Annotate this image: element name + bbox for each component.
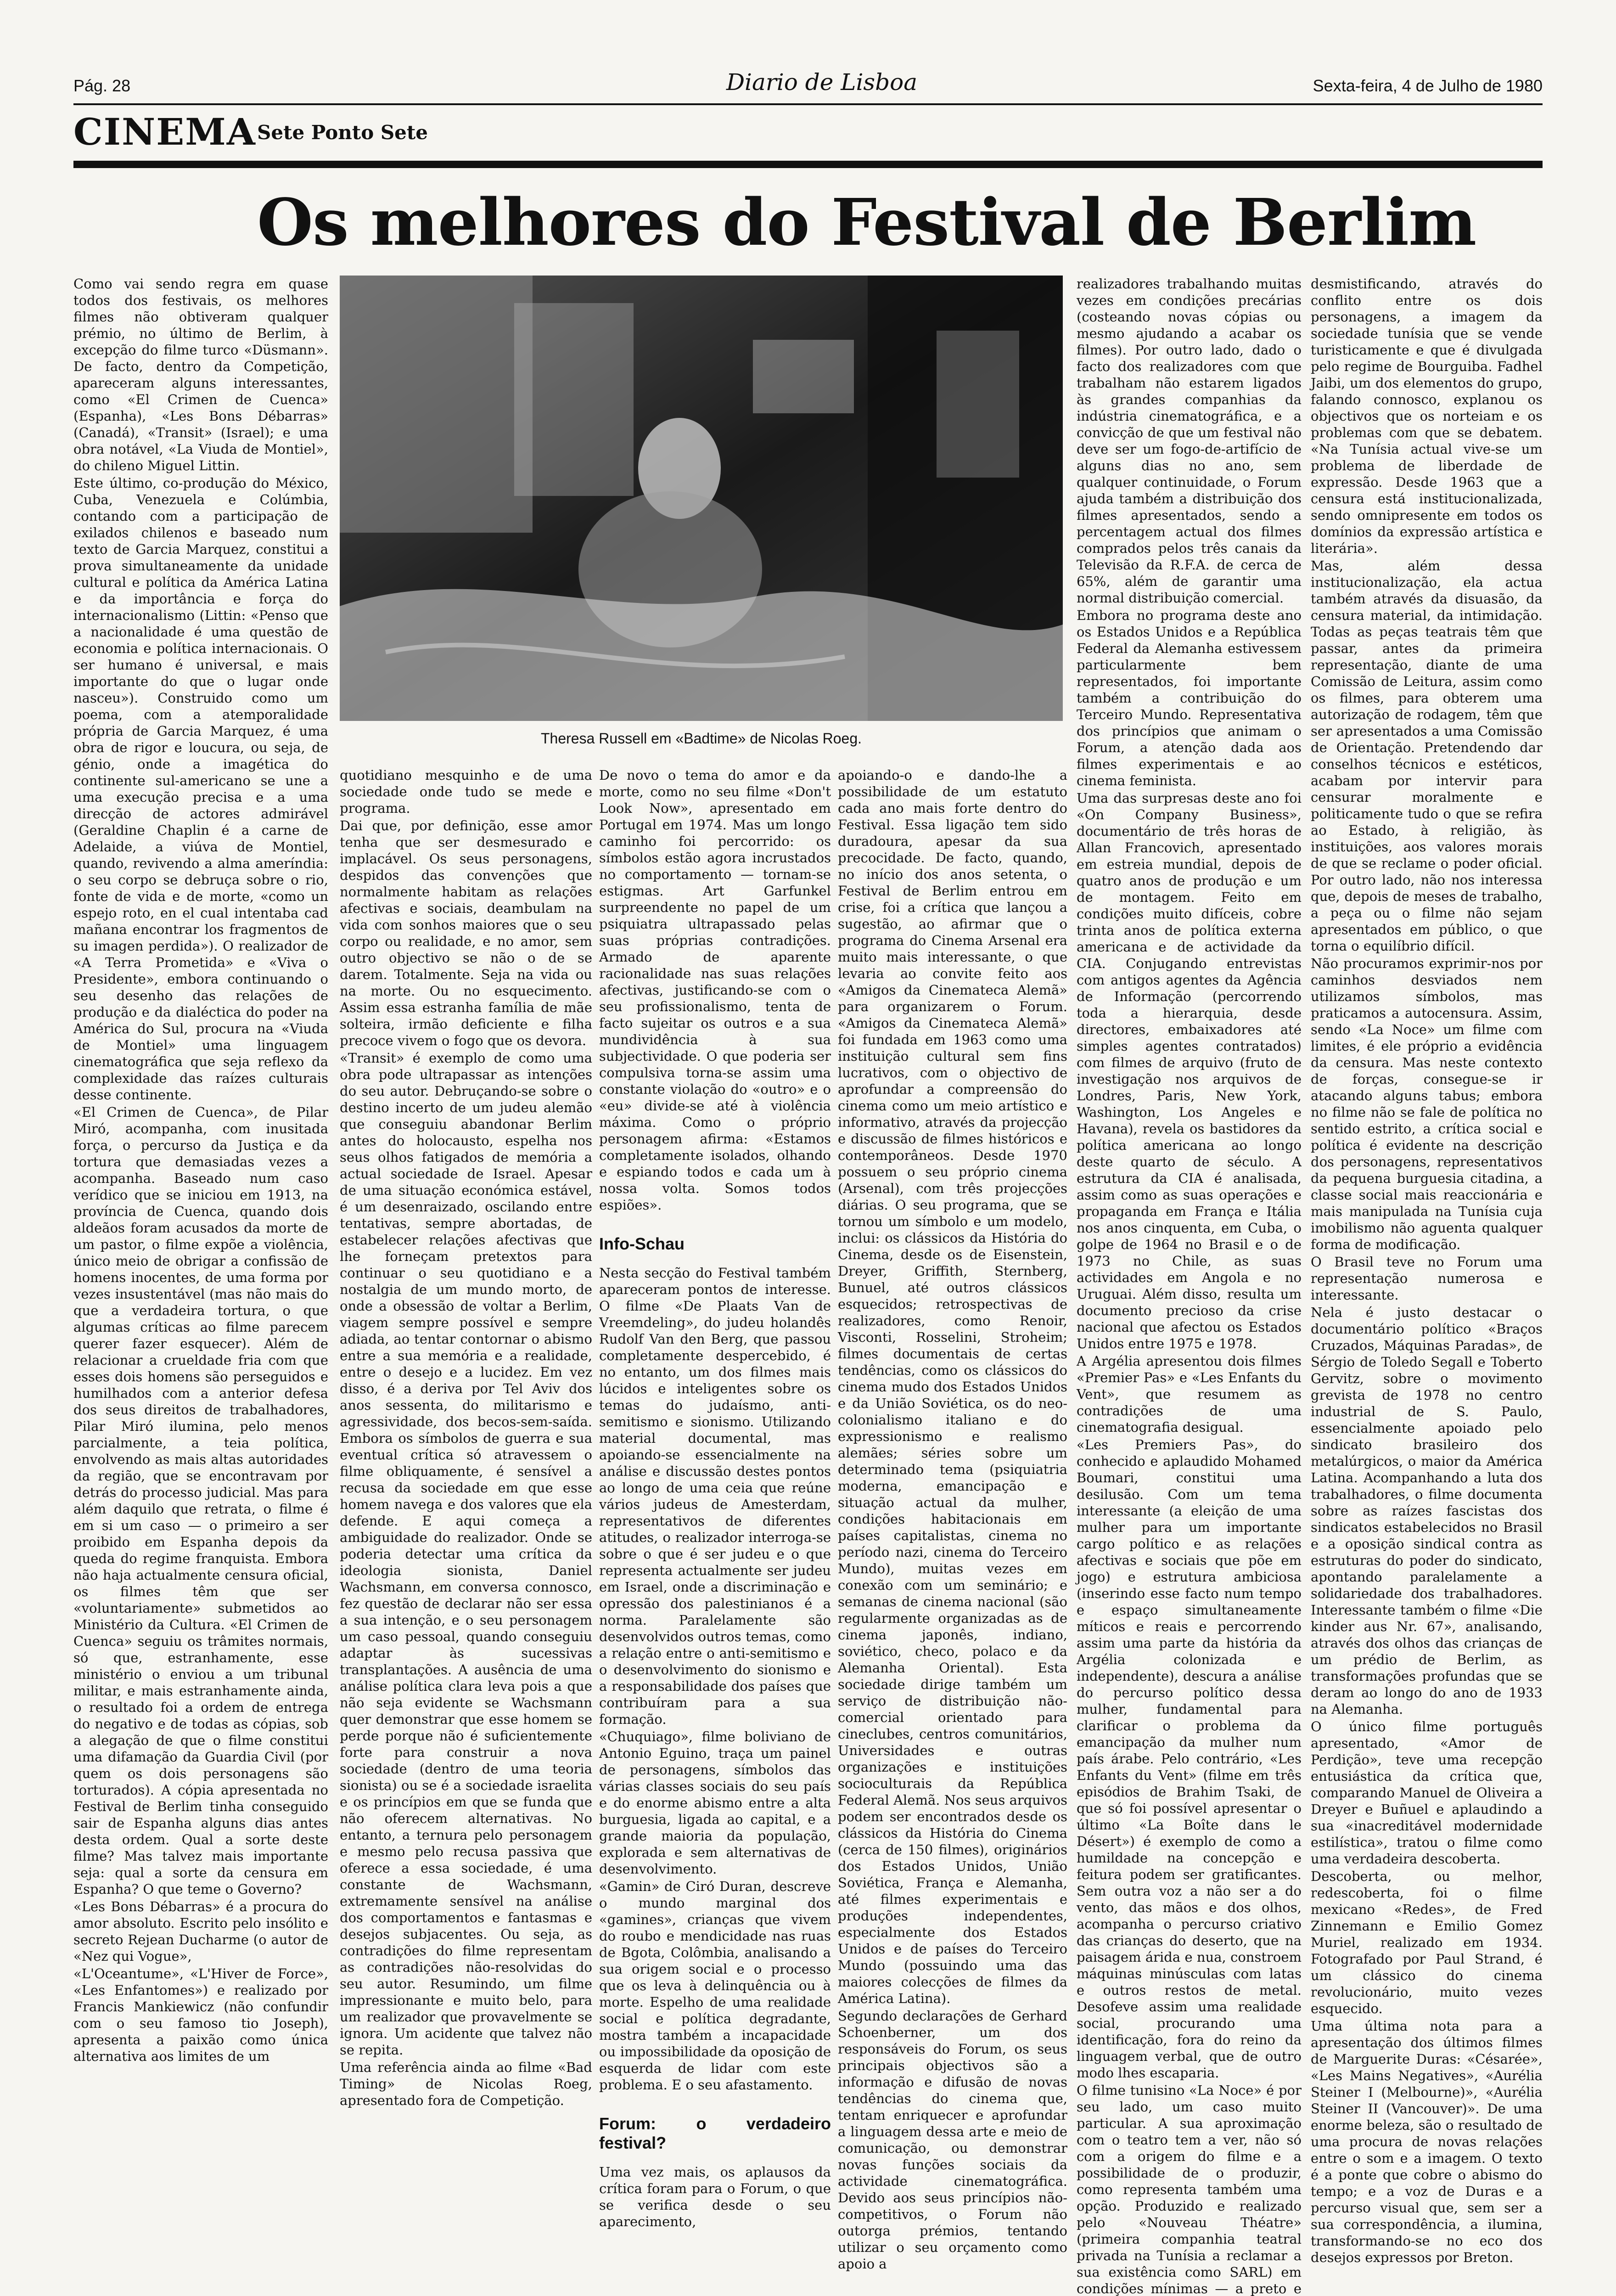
paragraph: Descoberta, ou melhor, redescoberta, foi o filme mexicano «Redes», de Fred Zinnemann e Emilio Gomez Muriel, realizado em 1934. Fotografado por Paul Strand, é um clássico do cinema revolucionário, muito vezes esquecido. [1311,1868,1543,2016]
paragraph: Uma referência ainda ao filme «Bad Timing» de Nicolas Roeg, apresentado fora de Competição. [340,2060,592,2108]
paragraph: quotidiano mesquinho e de uma sociedade onde tudo se mede e programa. [340,767,592,816]
paragraph: A Argélia apresentou dois filmes «Premier Pas» e «Les Enfants du Vent», que resumem as contradições de uma cinematografia desigual. [1077,1353,1302,1435]
page-header [73,69,1543,101]
article-column-4 [838,767,1067,2272]
paragraph: «Chuquiago», filme boliviano de Antonio Eguino, traça um painel de personagens, símbolos das várias classes sociais do seu país e do enorme abismo entre a alta burguesia, ligada ao capital, e a grande maioria da população, explorada e sem alternativas de desenvolvimento. [599,1729,831,1877]
paragraph: desmistificando, através do conflito entre os dois personagens, a imagem da sociedade tunísia que se vende turisticamente e que é divulgada pelo regime de Bourguiba. Fadhel Jaibi, um dos elementos do grupo, falando connosco, explanou os objectivos que os norteiam e os problemas com que se debatem. «Na Tunísia actual vive-se um problema de liberdade de expressão. Desde 1963 que a censura está institucionalizada, sendo omnipresente em todos os domínios da expressão artística e literária». [1311,276,1543,556]
article-column-1 [73,276,328,2149]
paragraph: «El Crimen de Cuenca», de Pilar Miró, acompanha, com inusitada força, o percurso da Justiça e da tortura que demasiadas vezes a acompanha. Baseado num caso verídico que se iniciou em 1913, na província de Cuenca, quando dois aldeãos foram acusados da morte de um pastor, o filme expõe a violência, único meio de obrigar a confissão de homens inocentes, de uma forma por vezes insustentável (mas não mais do que a verdadeira tortura, o que algumas críticas ao filme parecem querer fazer esquecer). Além de relacionar a crueldade fria com que esses dois homens são perseguidos e humilhados com a anterior defesa dos seus direitos de trabalhadores, Pilar Miró ilumina, pelo menos parcialmente, a teia política, envolvendo as mais altas autoridades da região, que se encontravam por detrás do processo judicial. Mas para além daquilo que retrata, o filme é em si um caso — o primeiro a ser proibido em Espanha depois da queda do regime franquista. Embora não haja actualmente censura oficial, os filmes têm que ser «voluntariamente» submetidos ao Ministério da Cultura. «El Crimen de Cuenca» seguiu os trâmites normais, só que, estranhamente, esse ministério o enviou a um tribunal militar, e mais estranhamente ainda, o resultado foi a ordem de entrega do negativo e de todas as cópias, sob a alegação de que o filme constitui uma difamação da Guardia Civil (por quem os dois personagens são torturados). A cópia apresentada no Festival de Berlim tinha conseguido sair de Espanha alguns dias antes desta ordem. Qual a sorte deste filme? Mas talvez mais importante seja: qual a sorte da censura em Espanha? O que teme o Governo? [73,1104,328,1897]
article-headline: Os melhores do Festival de Berlim [257,185,1476,260]
section-banner [73,110,1543,161]
paragraph: Como vai sendo regra em quase todos dos festivais, os melhores filmes não obtiveram qualquer prémio, no último de Berlim, à excepção do filme turco «Düsmann». De facto, dentro da Competição, apareceram alguns interessantes, como «El Crimen de Cuenca» (Espanha), «Les Bons Débarras» (Canadá), «Transit» (Israel); e uma obra notável, «La Viuda de Montiel», do chileno Miguel Littin. [73,276,328,473]
paragraph: De novo o tema do amor e da morte, como no seu filme «Don't Look Now», apresentado em Portugal em 1974. Mas um longo caminho foi percorrido: os símbolos estão agora incrustados no comportamento — tornam-se estigmas. Art Garfunkel surpreendente no papel de um psiquiatra ultrapassado pelas suas próprias contradições. Armado de aparente racionalidade nas suas relações afectivas, justificando-se com o seu profissionalismo, tenta de facto sujeitar os outros e a sua mundividência à sua subjectividade. O que poderia ser compulsiva torna-se assim uma constante violação do «outro» e o «eu» divide-se até à violência máxima. Como o próprio personagem afirma: «Estamos completamente isolados, olhando e espiando todos e cada um à nossa volta. Somos todos espiões». [599,767,831,1213]
paragraph: Dai que, por definição, esse amor tenha que ser desmesurado e implacável. Os seus personagens, despidos das convenções que normalmente habitam as relações afectivas e sociais, deambulam na vida com sonhos maiores que o seu corpo ou realidade, e no amor, sem outro objectivo se não o de se darem. Totalmente. Seja na vida ou na morte. Ou no esquecimento. Assim essa estranha família de mãe solteira, irmão deficiente e filha precoce vivem o fogo que os devora. [340,818,592,1048]
paragraph: «Les Bons Débarras» é a procura do amor absoluto. Escrito pelo insólito e secreto Rejean Ducharme (o autor de «Nez qui Vogue», [73,1899,328,1964]
paragraph: Segundo declarações de Gerhard Schoenberner, um dos responsáveis do Forum, os seus principais objectivos são a informação e difusão de novas tendências do cinema que, tentam enriquecer e aprofundar a linguagem dessa arte e meio de comunicação, ou demonstrar novas funções sociais da actividade cinematográfica. Devido aos seus princípios não-competitivos, o Forum não outorga prémios, tentando utilizar o seu orçamento como apoio a [838,2008,1067,2272]
section-name: CINEMA [73,110,256,153]
paragraph: Nesta secção do Festival também apareceram pontos de interesse. O filme «De Plaats Van de Vreemdeling», do judeu holandês Rudolf Van den Berg, que passou completamente despercebido, é no entanto, um dos filmes mais lúcidos e inteligentes sobre os temas do judaísmo, anti-semitismo e sionismo. Utilizando material documental, mas apoiando-se essencialmente na análise e discussão destes pontos ao longo de uma ceia que reúne vários judeus de Amesterdam, representativos de diferentes atitudes, o realizador interroga-se sobre o que é ser judeu e o que representa actualmente ser judeu em Israel, onde a discriminação e opressão dos palestinianos é a norma. Paralelamente são desenvolvidos outros temas, como a relação entre o anti-semitismo e o desenvolvimento do sionismo e a responsabilidade dos países que contribuíram para a sua formação. [599,1265,831,1727]
paragraph: apoiando-o e dando-lhe a possibilidade de um estatuto cada ano mais forte dentro do Festival. Essa ligação tem sido duradoura, apesar da sua precocidade. De facto, quando, no início dos anos setenta, o Festival de Berlim entrou em crise, foi a crítica que lançou a sugestão, ao afirmar que o programa do Cinema Arsenal era muito mais interessante, o que levaria ao convite feito aos «Amigos da Cinemateca Alemã» para organizarem o Forum. «Amigos da Cinemateca Alemã» foi fundada em 1963 como uma instituição cultural sem fins lucrativos, com o objectivo de aprofundar a compreensão do cinema como um meio artístico e informativo, através da projecção e discussão de filmes históricos e contemporâneos. Desde 1970 possuem o seu próprio cinema (Arsenal), com três projecções diárias. O seu programa, que se tornou um símbolo e um modelo, inclui: os clássicos da História do Cinema, desde os de Eisenstein, Dreyer, Griffith, Sternberg, Bunuel, até outros clássicos esquecidos; retrospectivas de realizadores, como Renoir, Visconti, Rosselini, Stroheim; filmes documentais de certas tendências, como os clássicos do cinema mudo dos Estados Unidos e da União Soviética, os do neo-colonialismo italiano e do expressionismo e realismo alemães; séries sobre um determinado tema (psiquiatria moderna, emancipação e situação actual da mulher, condições habitacionais em países capitalistas, cinema no período nazi, cinema do Terceiro Mundo), muitas vezes em conexão com um seminário; e semanas de cinema nacional (são regularmente organizadas as de cinema japonês, indiano, soviético, checo, polaco e da Alemanha Oriental). Esta sociedade dirige também um serviço de distribuição não-comercial orientado para cineclubes, centros comunitários, Universidades e outras organizações e instituições socioculturais da República Federal Alemã. Nos seus arquivos podem ser encontrados desde os clássicos da História do Cinema (cerca de 150 filmes), originários dos Estados Unidos, União Soviética, França e Alemanha, até filmes experimentais e produções independentes, especialmente dos Estados Unidos e de países do Terceiro Mundo (possuindo uma das maiores colecções de filmes da América Latina). [838,767,1067,2006]
article-column-3 [599,767,831,2229]
paragraph: «L'Oceantume», «L'Hiver de Force», «Les Enfantomes») e realizado por Francis Mankiewicz (não confundir com o seu famoso tio Joseph), apresenta a paixão como única alternativa aos limites de um [73,1966,328,2064]
paragraph: «Les Premiers Pas», do conhecido e aplaudido Mohamed Boumari, constitui uma desilusão. Com um tema interessante (a eleição de uma mulher para um importante cargo político e as relações afectivas e sociais que põe em jogo) e estrutura ambiciosa (inserindo esse facto num tempo e espaço simultaneamente míticos e reais e percorrendo assim uma parte da história da Argélia colonizada e independente), descura a análise do percurso político dessa mulher, fundamental para clarificar o problema da emancipação da mulher num país árabe. Pelo contrário, «Les Enfants du Vent» (filme em três episódios de Brahim Tsaki, de que só foi possível apresentar o último «La Boîte dans le Désert») é exemplo de como a humildade na concepção e feitura podem ser gratificantes. Sem outra voz a não ser a do vento, das mãos e dos olhos, acompanha o percurso criativo das crianças do deserto, que na paisagem árida e nua, constroem máquinas minúsculas com latas e outros restos de metal. Desofeve assim uma realidade social, procurando uma identificação, fora do reino da linguagem verbal, que de outro modo lhes escaparia. [1077,1437,1302,2081]
paragraph: Uma das surpresas deste ano foi «On Company Business», documentário de três horas de Allan Francovich, apresentado em estreia mundial, depois de quatro anos de produção e um de montagem. Feito em condições muito difíceis, cobre trinta anos de política externa americana e de actividade da CIA. Conjugando entrevistas com antigos agentes da Agência de Informação (percorrendo toda a hierarquia, desde directores, embaixadores até simples agentes contratados) com filmes de arquivo (fruto de investigação nos arquivos de Londres, Paris, New York, Washington, Los Angeles e Havana), revela os bastidores da política americana ao longo deste quarto de século. A estrutura da CIA é analisada, assim como as suas operações e propaganda em França e Itália nos anos cinquenta, em Cuba, o golpe de 1964 no Brasil e o de 1973 no Chile, as suas actividades em Angola e no Uruguai. Além disso, resulta um documento precioso da crise nacional que afectou os Estados Unidos entre 1975 e 1978. [1077,790,1302,1351]
paragraph: O filme tunisino «La Noce» é por seu lado, um caso muito particular. A sua aproximação com o teatro tem a ver, não só com a origem do filme e a possibilidade de o produzir, como representa também uma opção. Produzido e realizado pelo «Nouveau Théatre» (primeira companhia teatral privada na Tunísia a reclamar a sua existência como SARL) em condições mínimas — a preto e [1077,2082,1302,2296]
paragraph: «Transit» é exemplo de como uma obra pode ultrapassar as intenções do seu autor. Debruçando-se sobre o destino incerto de um judeu alemão que conseguiu abandonar Berlim antes do holocausto, espelha nos seus olhos fatigados de memória a actual sociedade de Israel. Apesar de uma situação económica estável, é um desenraizado, oscilando entre tentativas, sempre abortadas, de estabelecer relações afectivas que lhe forneçam pretextos para continuar o seu quotidiano e a nostalgia de um mundo morto, de onde a obsessão de voltar a Berlim, viagem sempre possível e sempre adiada, ao tentar contornar o abismo entre a sua memória e a realidade, entre o desejo e a lucidez. Em vez disso, é a deriva por Tel Aviv dos anos sessenta, do militarismo e agressividade, dos becos-sem-saída. Embora os símbolos de guerra e sua eventual crítica só atravessem o filme obliquamente, é sensível a recusa da sociedade em que esse homem navega e dos valores que ela defende. E aqui começa a ambiguidade do realizador. Onde se poderia detectar uma crítica da ideologia sionista, Daniel Wachsmann, em conversa connosco, fez questão de declarar não ser essa a sua intenção, e o seu personagem um caso pessoal, quando conseguiu adaptar às sucessivas transplantações. A ausência de uma análise política clara leva pois a que não seja evidente se Wachsmann quer demonstrar que esse homem se perde porque não é suficientemente forte para construir a nova sociedade (dentro de uma teoria sionista) ou se é a sociedade israelita e os princípios em que se funda que não oferecem alternativas. No entanto, a ternura pelo personagem e mesmo pelo recusa passiva que oferece a essa sociedade, é uma constante de Wachsmann, extremamente sensível na análise dos comportamentos e fantasmas e desejos subjacentes. Ou seja, as contradições do filme representam as contradições não-resolvidas do seu autor. Resumindo, um filme impressionante e muito belo, para um realizador que provavelmente se ignora. Um acidente que talvez não se repita. [340,1050,592,2058]
article-column-2 [340,767,592,2149]
photo-illustration [340,276,1063,721]
paragraph: Mas, além dessa institucionalização, ela actua também através da disuasão, da censura material, da intimidação. Todas as peças teatrais têm que passar, antes da primeira representação, diante de uma Comissão de Leitura, assim como os filmes, para obterem uma autorização de rodagem, têm que ser apresentados a uma Comissão de Orientação. Pretendendo dar conselhos técnicos e estéticos, acabam por intervir para censurar moralmente e politicamente tudo o que se refira ao Estado, à religião, às instituições, aos valores morais de que se reclame o poder oficial. Por outro lado, não nos interessa que, depois de meses de trabalho, a peça ou o filme não sejam apresentados em público, o que torna o equilíbrio difícil. [1311,558,1543,954]
paragraph: realizadores trabalhando muitas vezes em condições precárias (costeando novas cópias ou mesmo ajudando a acabar os filmes). Por outro lado, dado o facto dos realizadores com que trabalham não estarem ligados às grandes companhias da indústria cinematográfica, e a convicção de que um festival não deve ser um fogo-de-artifício de alguns dias no ano, sem qualquer continuidade, o Forum ajuda também a distribuição dos filmes apresentados, sendo a percentagem actual dos filmes comprados pelos três canais da Televisão da R.F.A. de cerca de 65%, além de garantir uma normal distribuição comercial. [1077,276,1302,606]
paragraph: Nela é justo destacar o documentário político «Braços Cruzados, Máquinas Paradas», de Sérgio de Toledo Segall e Toberto Gervitz, sobre o movimento grevista de 1978 no centro industrial de S. Paulo, essencialmente apoiado pelo sindicato brasileiro dos metalúrgicos, o maior da América Latina. Acompanhando a luta dos trabalhadores, o filme documenta sobre as raízes fascistas dos sindicatos estabelecidos no Brasil e a oposição sindical contra as estruturas do poder do sindicato, apontando paralelamente a solidariedade dos trabalhadores. Interessante também o filme «Die kinder aus Nr. 67», analisando, através dos olhos das crianças de um prédio de Berlim, as transformações profundas que se deram ao longo do ano de 1933 na Alemanha. [1311,1305,1543,1717]
masthead: Diario de Lisboa [726,69,918,96]
section-subtitle: Sete Ponto Sete [257,121,428,144]
paragraph: Não procuramos exprimir-nos por caminhos desviados nem utilizamos símbolos, mas praticamos a autocensura. Assim, sendo «La Noce» um filme com limites, é ele próprio a evidência da censura. Mas neste contexto de forças, consegue-se ir atacando alguns tabus; embora no filme não se fale de política no sentido estrito, a crítica social e política é evidente na descrição dos personagens, representativos da pequena burguesia citadina, a classe social mais reaccionária e mais manipulada na Tunísia cuja imobilismo não aguenta qualquer forma de modificação. [1311,956,1543,1252]
paragraph: «Gamin» de Ciró Duran, descreve o mundo marginal dos «gamines», crianças que vivem do roubo e mendicidade nas ruas de Bgota, Colômbia, analisando a sua origem social e o processo que os leva à delinquência ou à morte. Espelho de uma realidade social e política degradante, mostra também a incapacidade ou impossibilidade da oposição de esquerda de lidar com este problema. E o seu afastamento. [599,1879,831,2093]
article-column-5 [1077,276,1302,2296]
article-column-6 [1311,276,1543,2265]
paragraph: O único filme português apresentado, «Amor de Perdição», teve uma recepção entusiástica da crítica que, comparando Manuel de Oliveira a Dreyer e Buñuel e aplaudindo a sua «inacreditável modernidade estilística», tratou o filme como uma verdadeira descoberta. [1311,1719,1543,1867]
issue-date: Sexta-feira, 4 de Julho de 1980 [1313,76,1543,95]
paragraph: Embora no programa deste ano os Estados Unidos e a República Federal da Alemanha estivessem particularmente bem representados, foi importante também a contribuição do Terceiro Mundo. Representativa dos princípios que animam o Forum, a atenção dada aos filmes experimentais e ao cinema feminista. [1077,608,1302,788]
header-divider [73,103,1543,105]
paragraph: Uma vez mais, os aplausos da crítica foram para o Forum, o que se verifica desde o seu aparecimento, [599,2164,831,2229]
paragraph: O Brasil teve no Forum uma representação numerosa e interessante. [1311,1254,1543,1303]
page-number: Pág. 28 [73,76,131,95]
subheading-info-schau: Info-Schau [599,1234,685,1253]
paragraph: Uma última nota para a apresentação dos últimos filmes de Marguerite Duras: «Césarée», «Les Mains Negatives», «Aurélia Steiner I (Melbourne)», «Aurélia Steiner II (Vancouver)». De uma enorme beleza, são o resultado de uma procura de novas relações entre o som e a imagem. O texto é a ponte que cobre o abismo do tempo; e a voz de Duras e a percurso visual que, sem ser a sua correspondência, a ilumina, transformando-se no eco dos desejos expressos por Breton. [1311,2018,1543,2265]
subheading-forum: Forum: o verdadeiro festival? [599,2114,831,2152]
section-divider [73,161,1543,168]
photo-caption: Theresa Russell em «Badtime» de Nicolas Roeg. [541,730,862,747]
article-photo [340,276,1063,721]
paragraph: Este último, co-produção do México, Cuba, Venezuela e Colúmbia, contando com a participação de exilados chilenos e baseado num texto de Garcia Marquez, constitui a prova simultaneamente da unidade cultural e política da América Latina e da importância e força do internacionalismo (Littin: «Penso que a nacionalidade é uma questão de economia e política internacionais. O ser humano é universal, e mais importante do que o lugar onde nasceu»). Construido como um poema, com a atemporalidade própria de Garcia Marquez, é uma obra de rigor e loucura, ou seja, de génio, onde a imagética do continente sul-americano se une a uma execução precisa e a uma direcção de actores admirável (Geraldine Chaplin é a carne de Adelaide, a viúva de Montiel, quando, revivendo a alma ameríndia: o seu corpo se debruça sobre o rio, fonte de vida e de morte, «como un espejo roto, en el cual intentaba cad mañana encontrar los fragmentos de su imagen perdida»). O realizador de «A Terra Prometida» e «Viva o Presidente», embora continuando o seu desenho das relações de produção e da dialéctica do poder na América do Sul, procura na «Viuda de Montiel» uma linguagem cinematográfica que seja reflexo da complexidade das raízes culturais desse continente. [73,475,328,1103]
